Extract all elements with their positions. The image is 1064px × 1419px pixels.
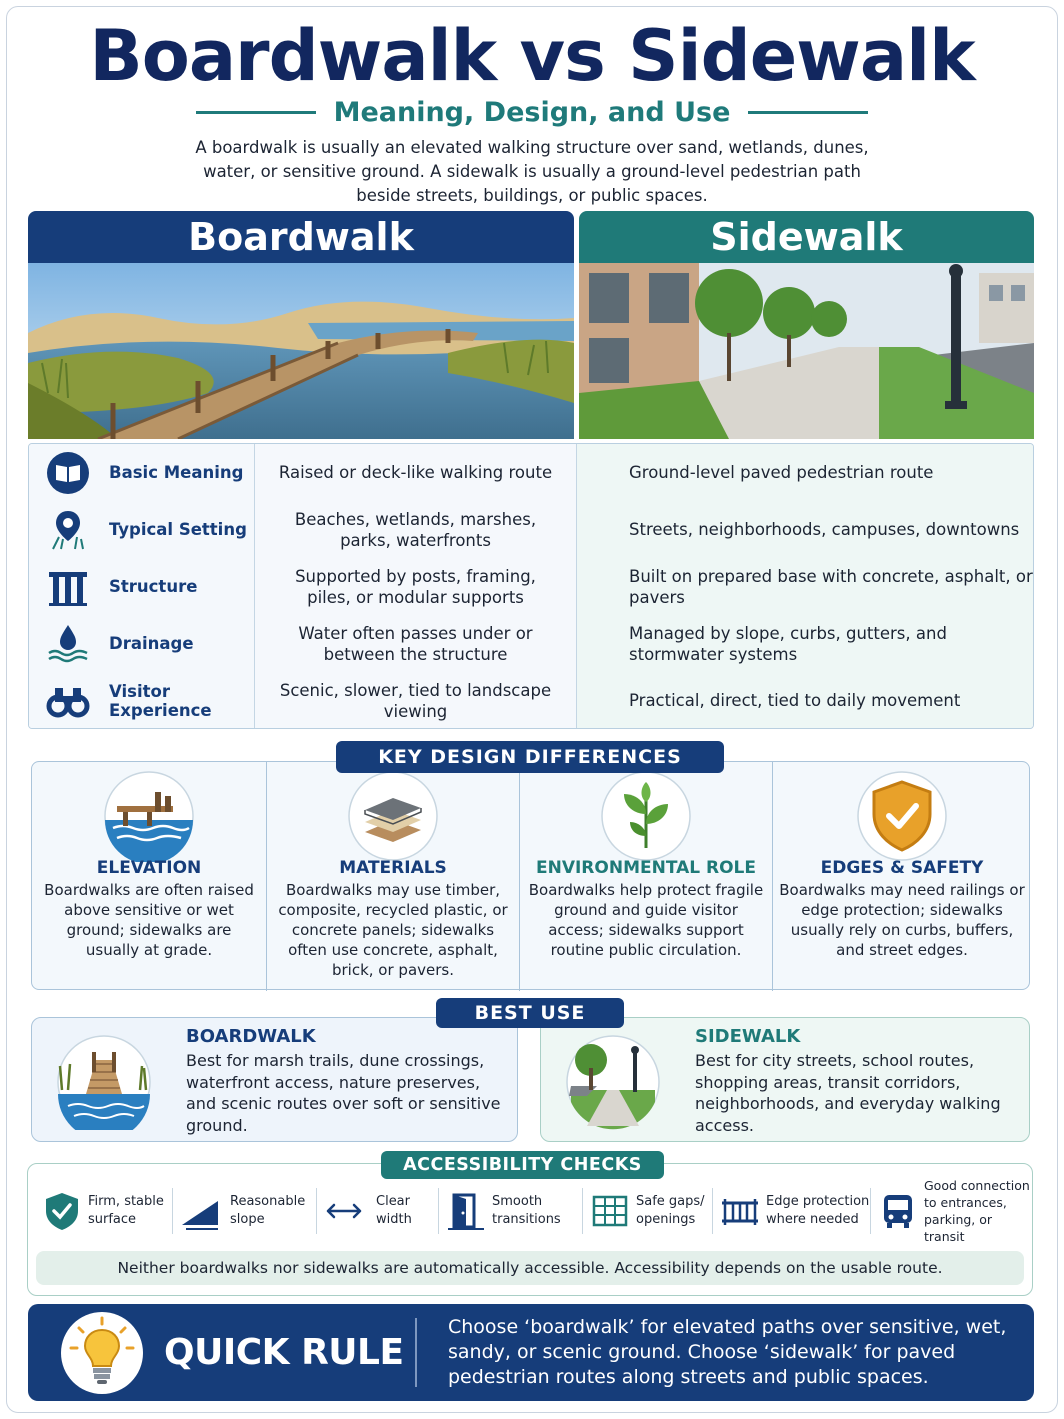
table-row (29, 558, 1034, 615)
row-label: Structure (109, 577, 198, 596)
accessibility-label: Edge protection where needed (766, 1194, 870, 1227)
subtitle-rule-left (196, 111, 316, 114)
key-design-item (266, 762, 519, 991)
key-design-banner: KEY DESIGN DIFFERENCES (336, 741, 724, 773)
sidewalk-cell: Ground-level paved pedestrian route (577, 444, 1034, 501)
key-design-panel (31, 761, 1030, 990)
accessibility-item (446, 1184, 576, 1238)
location-pin-icon (45, 507, 91, 553)
accessibility-item (590, 1184, 718, 1238)
sidewalk-column-header: Sidewalk (579, 211, 1034, 263)
accessibility-label: Safe gaps/ openings (636, 1194, 705, 1227)
table-row (29, 672, 1034, 729)
book-icon (45, 450, 91, 496)
key-design-text: Boardwalks may need railings or edge protection; sidewalks usually rely on curbs, buffers, and street edges. (779, 881, 1025, 959)
sidewalk-cell: Practical, direct, tied to daily movement (577, 672, 1034, 729)
subtitle-rule-right (748, 111, 868, 114)
key-design-text: Boardwalks help protect fragile ground and guide visitor access; sidewalks support routine public circulation. (528, 881, 764, 959)
best-use-banner: BEST USE (436, 998, 624, 1028)
accessibility-item (878, 1178, 1030, 1244)
shield-check-icon (42, 1191, 82, 1231)
accessibility-label: Reasonable slope (230, 1194, 306, 1227)
key-design-title: ELEVATION (96, 858, 202, 878)
boardwalk-cell: Beaches, wetlands, marshes, parks, waterfronts (255, 501, 577, 558)
lightbulb-icon (61, 1312, 143, 1394)
pier-elevation-icon (103, 770, 195, 862)
accessibility-label: Good connection to entrances, parking, or transit (924, 1178, 1030, 1244)
sidewalk-cell: Built on prepared base with concrete, asphalt, or pavers (577, 558, 1034, 615)
key-design-title: MATERIALS (339, 858, 447, 878)
bus-icon (878, 1191, 918, 1231)
sidewalk-path-icon (557, 1030, 669, 1130)
row-label: Basic Meaning (109, 463, 244, 482)
accessibility-item (180, 1184, 320, 1238)
key-design-title: EDGES & SAFETY (820, 858, 984, 878)
page-title: Boardwalk vs Sidewalk (89, 15, 975, 97)
boardwalk-cell: Scenic, slower, tied to landscape viewing (255, 672, 577, 729)
key-design-text: Boardwalks are often raised above sensitive or wet ground; sidewalks are usually at grade. (44, 881, 254, 959)
accessibility-label: Clear width (376, 1194, 412, 1227)
quick-rule-title: QUICK RULE (164, 1332, 404, 1373)
boardwalk-cell: Water often passes under or between the structure (255, 615, 577, 672)
binoculars-icon (45, 678, 91, 724)
best-use-title: BOARDWALK (186, 1026, 316, 1047)
quick-rule-bar (28, 1304, 1034, 1401)
boardwalk-column-header: Boardwalk (28, 211, 574, 263)
key-design-item (772, 762, 1031, 991)
accessibility-label: Smooth transitions (492, 1194, 561, 1227)
water-drop-icon (45, 621, 91, 667)
best-use-boardwalk-card (31, 1017, 518, 1142)
accessibility-item (42, 1184, 172, 1238)
best-use-title: SIDEWALK (695, 1026, 801, 1047)
key-design-title: ENVIRONMENTAL ROLE (535, 858, 757, 878)
row-label: Drainage (109, 634, 194, 653)
accessibility-item (324, 1184, 434, 1238)
key-design-item (519, 762, 772, 991)
best-use-text: Best for marsh trails, dune crossings, waterfront access, nature preserves, and scenic routes over soft or sensitive ground. (186, 1051, 501, 1135)
best-use-sidewalk-card (540, 1017, 1030, 1142)
quick-rule-divider (415, 1318, 417, 1387)
comparison-table (28, 443, 1034, 729)
accessibility-panel (27, 1163, 1033, 1296)
best-use-text: Best for city streets, school routes, shopping areas, transit corridors, neighborhoods, and everyday walking access. (695, 1051, 1001, 1135)
table-row (29, 615, 1034, 672)
shield-check-icon (856, 770, 948, 862)
ramp-slope-icon (180, 1191, 220, 1231)
sidewalk-cell: Streets, neighborhoods, campuses, downtowns (577, 501, 1034, 558)
accessibility-label: Firm, stable surface (88, 1194, 164, 1227)
table-row (29, 501, 1034, 558)
grid-gap-icon (590, 1191, 630, 1231)
key-design-text: Boardwalks may use timber, composite, recycled plastic, or concrete panels; sidewalks often use concrete, asphalt, brick, or pavers. (278, 881, 508, 979)
boardwalk-scene-illustration (28, 263, 574, 439)
table-row (29, 444, 1034, 501)
railing-icon (720, 1191, 760, 1231)
boardwalk-pier-icon (48, 1030, 160, 1130)
row-label: Visitor Experience (109, 681, 212, 720)
boardwalk-cell: Supported by posts, framing, piles, or modular supports (255, 558, 577, 615)
intro-paragraph: A boardwalk is usually an elevated walking structure over sand, wetlands, dunes, water, or sensitive ground. A sidewalk is usually a ground-level pedestrian path beside streets, buildings, or public spaces. (195, 138, 869, 205)
width-arrows-icon (324, 1191, 364, 1231)
quick-rule-text: Choose ‘boardwalk’ for elevated paths over sensitive, wet, sandy, or scenic ground. Choose ‘sidewalk’ for paved pedestrian routes along streets and public spaces. (448, 1316, 1007, 1388)
sidewalk-scene-illustration (579, 263, 1034, 439)
leaf-icon (600, 770, 692, 862)
sidewalk-cell: Managed by slope, curbs, gutters, and stormwater systems (577, 615, 1034, 672)
doorway-icon (446, 1191, 486, 1231)
subtitle-row (0, 94, 1064, 130)
accessibility-item (720, 1184, 870, 1238)
structure-icon (45, 564, 91, 610)
page-subtitle: Meaning, Design, and Use (333, 96, 731, 128)
material-layers-icon (347, 770, 439, 862)
row-label: Typical Setting (109, 520, 247, 539)
accessibility-note: Neither boardwalks nor sidewalks are automatically accessible. Accessibility depends on the usable route. (36, 1251, 1024, 1285)
accessibility-banner: ACCESSIBILITY CHECKS (381, 1151, 664, 1179)
key-design-item (32, 762, 266, 991)
boardwalk-cell: Raised or deck-like walking route (255, 444, 577, 501)
